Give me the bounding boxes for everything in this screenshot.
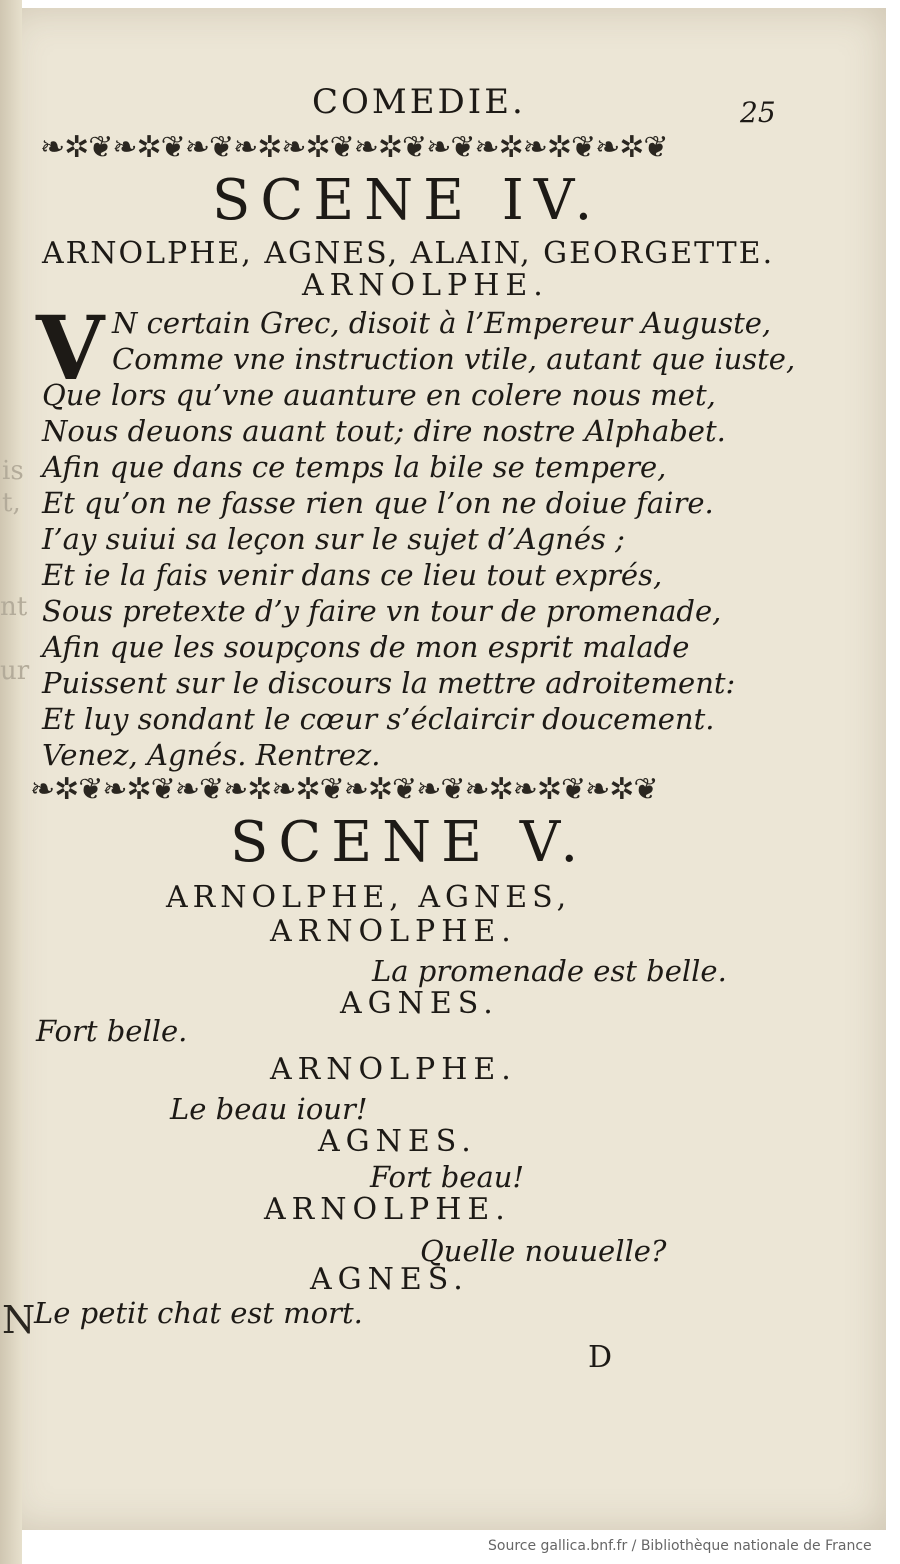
dialogue-line: La promenade est belle. (372, 954, 727, 988)
margin-bleed-text: ur (0, 656, 30, 686)
speaker-name: AGNES. (318, 1124, 477, 1159)
speaker-name: ARNOLPHE. (264, 1192, 511, 1227)
scene-5-cast: ARNOLPHE, AGNES, (166, 880, 572, 915)
dialogue-line: Le beau iour! (170, 1092, 368, 1126)
dialogue-line: Quelle nouuelle? (420, 1234, 667, 1268)
verse-line: Nous deuons auant tout; dire nostre Alphabet. (42, 414, 726, 448)
scene-4-cast: ARNOLPHE, AGNES, ALAIN, GEORGETTE. (42, 236, 775, 271)
speaker-name: AGNES. (310, 1262, 469, 1297)
scene-5-title: SCENE V. (230, 810, 589, 875)
verse-line: Et qu’on ne fasse rien que l’on ne doiue faire. (42, 486, 714, 520)
dialogue-line: Le petit chat est mort. (34, 1296, 363, 1330)
ornament-band-top: ❧✲❦❧✲❦❧❦❧✲❧✲❦❧✲❦❧❦❧✲❧✲❦❧✲❦ (40, 130, 668, 165)
verse-line: Comme vne instruction vtile, autant que iuste, (112, 342, 796, 376)
verse-line: N certain Grec, disoit à l’Empereur Auguste, (112, 306, 772, 340)
verse-line: Afin que les soupçons de mon esprit malade (42, 630, 690, 664)
page-number: 25 (740, 96, 776, 129)
dialogue-line: Fort belle. (36, 1014, 188, 1048)
verse-line: Que lors qu’vne auanture en colere nous met, (42, 378, 716, 412)
verse-line: Et luy sondant le cœur s’éclaircir doucement. (42, 702, 715, 736)
margin-bleed-text: t, (2, 488, 21, 518)
scene-4-speaker: ARNOLPHE. (302, 268, 549, 303)
margin-bleed-text: nt (0, 592, 28, 622)
margin-bleed-text: is (2, 456, 24, 486)
verse-line: I’ay suiui sa leçon sur le sujet d’Agnés ; (42, 522, 625, 556)
verse-line: Sous pretexte d’y faire vn tour de promenade, (42, 594, 722, 628)
dialogue-line: Fort beau! (370, 1160, 525, 1194)
speaker-name: ARNOLPHE. (270, 1052, 517, 1087)
source-credit: Source gallica.bnf.fr / Bibliothèque nationale de France (488, 1538, 872, 1554)
margin-bleed-text: N (2, 1298, 36, 1342)
speaker-name: ARNOLPHE. (270, 914, 517, 949)
scene-4-title: SCENE IV. (212, 168, 603, 233)
verse-line: Afin que dans ce temps la bile se tempere, (42, 450, 667, 484)
running-head: COMEDIE. (312, 82, 526, 122)
verse-line: Puissent sur le discours la mettre adroitement: (42, 666, 736, 700)
signature-mark: D (588, 1340, 613, 1375)
drop-cap: V (36, 296, 105, 400)
verse-line: Venez, Agnés. Rentrez. (42, 738, 381, 772)
speaker-name: AGNES. (340, 986, 499, 1021)
ornament-band-middle: ❧✲❦❧✲❦❧❦❧✲❧✲❦❧✲❦❧❦❧✲❧✲❦❧✲❦ (30, 772, 658, 807)
verse-line: Et ie la fais venir dans ce lieu tout exprés, (42, 558, 663, 592)
